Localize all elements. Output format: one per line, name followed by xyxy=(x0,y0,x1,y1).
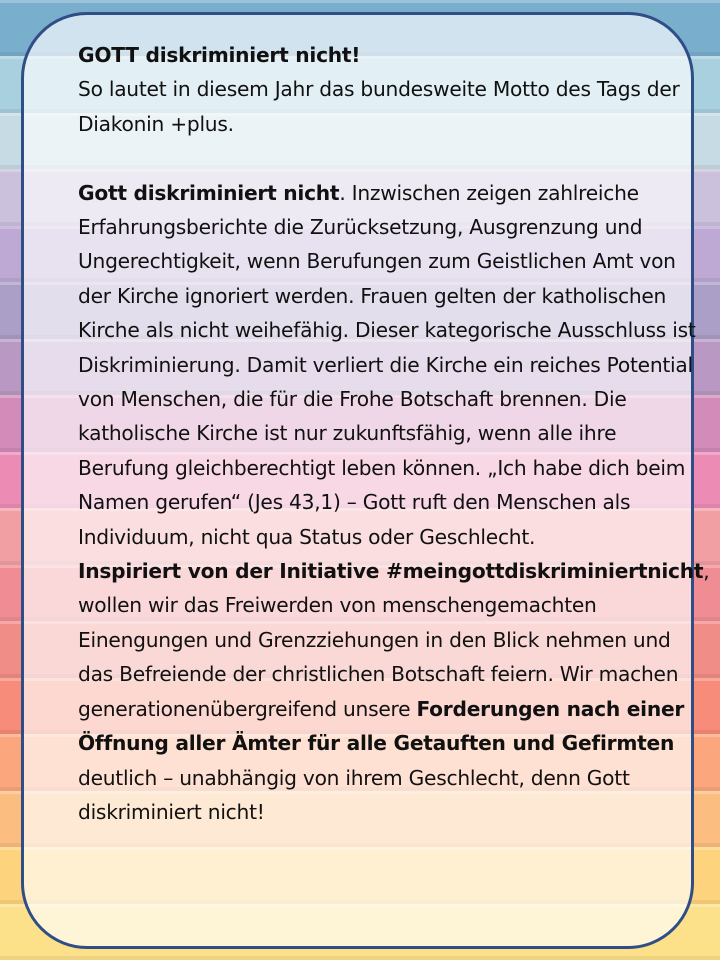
paragraph-spacer xyxy=(78,141,710,175)
motto-sentence: So lautet in diesem Jahr das bundesweite Motto des Tags der Diakonin +plus. xyxy=(78,77,680,136)
text-card xyxy=(21,12,710,949)
closing-text: deutlich – unabhängig von ihrem Geschlecht, denn Gott diskriminiert nicht! xyxy=(78,765,630,824)
demands-highlight: Forderungen nach einer Öffnung aller Ämter für alle Getauften und Gefirmten xyxy=(78,696,685,756)
paragraph-intro xyxy=(78,38,710,141)
headline: GOTT diskriminiert nicht! xyxy=(78,43,361,67)
initiative-lead: Inspiriert von der Initiative #meingottdiskriminiertnicht xyxy=(78,559,704,584)
paragraph-initiative xyxy=(78,554,710,829)
document-body xyxy=(78,38,710,829)
paragraph-discrimination xyxy=(78,176,710,554)
paragraph-lead: Gott diskriminiert nicht xyxy=(78,180,340,205)
initiative-text: , wollen wir das Freiwerden von menschengemachten Einengungen und Grenzziehungen in den Blick nehmen und das Befreiende der christlichen Botschaft feiern. Wir machen generationenübergreifend unsere xyxy=(78,559,710,721)
paragraph-text: . Inzwischen zeigen zahlreiche Erfahrungsberichte die Zurücksetzung, Ausgrenzung und Ungerechtigkeit, wenn Berufungen zum Geistlichen Amt von der Kirche ignoriert werden. Frauen gelten der katholischen Kirche als nicht weihefähig. Dieser kategorische Ausschluss ist Diskriminierung. Damit verliert die Kirche ein reiches Potential von Menschen, die für die Frohe Botschaft brennen. Die katholische Kirche ist nur zukunftsfähig, wenn alle ihre Berufung gleichberechtigt leben können. „Ich habe dich beim Namen gerufen“ (Jes 43,1) – Gott ruft den Menschen als Individuum, nicht qua Status oder Geschlecht. xyxy=(78,180,696,549)
